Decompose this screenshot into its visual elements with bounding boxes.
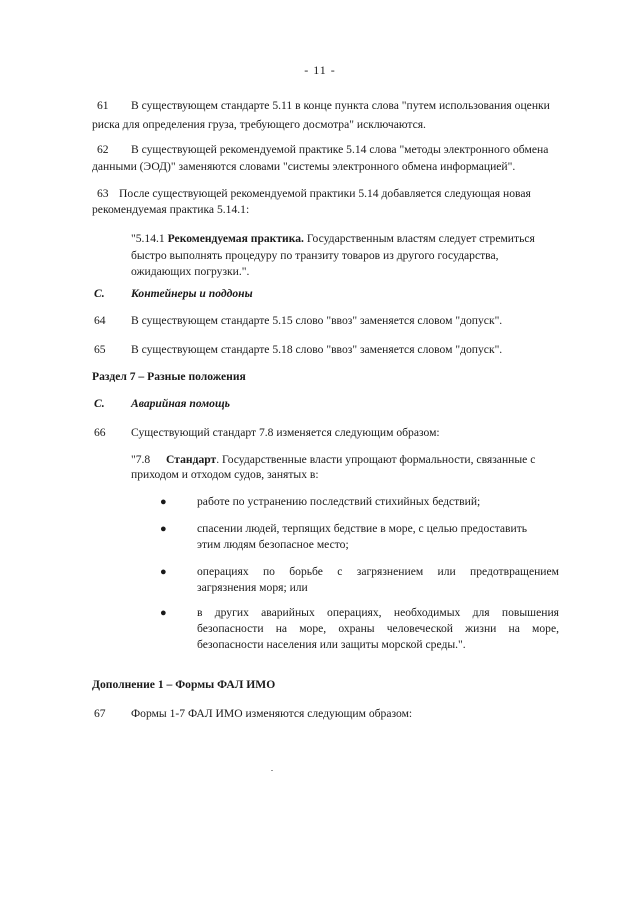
- quote-7-8-line2: приходом и отходом судов, занятых в:: [131, 468, 319, 481]
- paragraph-66-text: Существующий стандарт 7.8 изменяется следующим образом:: [131, 426, 440, 439]
- section-7-heading: Раздел 7 – Разные положения: [92, 370, 246, 383]
- paragraph-64-text: В существующем стандарте 5.15 слово "ввоз" заменяется словом "допуск".: [131, 314, 503, 327]
- paragraph-67-text: Формы 1-7 ФАЛ ИМО изменяются следующим образом:: [131, 707, 413, 720]
- paragraph-61-line2: риска для определения груза, требующего досмотра" исключаются.: [92, 118, 426, 131]
- paragraph-number-66: 66: [94, 426, 106, 439]
- quote-5-14-1-line2: быстро выполнять процедуру по транзиту товаров из другого государства,: [131, 249, 499, 262]
- paragraph-number-61: 61: [97, 99, 109, 112]
- appendix-1-heading: Дополнение 1 – Формы ФАЛ ИМО: [92, 678, 276, 691]
- section-c-title-1: Контейнеры и поддоны: [131, 287, 253, 300]
- paragraph-63-line2: рекомендуемая практика 5.14.1:: [92, 203, 250, 216]
- quote-5-14-1-line1: [131, 231, 555, 247]
- bullet-4-line2: безопасности на море, охраны человеческой жизни на море,: [197, 622, 559, 635]
- bullet-icon: ●: [160, 523, 167, 535]
- quote-7-8-bold: Стандарт: [166, 453, 217, 466]
- scan-speck: [271, 770, 273, 771]
- bullet-2-line2: этим людям безопасное место;: [197, 538, 349, 551]
- paragraph-65-text: В существующем стандарте 5.18 слово "ввоз" заменяется словом "допуск".: [131, 343, 503, 356]
- paragraph-62-line2: данными (ЭОД)" заменяются словами "системы электронного обмена информацией".: [92, 160, 516, 173]
- paragraph-61-line1: В существующем стандарте 5.11 в конце пункта слова "путем использования оценки: [131, 99, 550, 112]
- quote-7-8-prefix: "7.8: [131, 453, 151, 466]
- quote-5-14-1-line1-rest: Государственным властям следует стремиться: [303, 232, 535, 245]
- page-number: - 11 -: [304, 63, 336, 77]
- paragraph-number-67: 67: [94, 707, 106, 720]
- quote-5-14-1-bold: Рекомендуемая практика.: [167, 232, 304, 245]
- quote-7-8-line1-rest: . Государственные власти упрощают формальности, связанные с: [216, 453, 536, 466]
- paragraph-62-line1: В существующей рекомендуемой практике 5.14 слова "методы электронного обмена: [131, 143, 549, 156]
- bullet-4-line3: безопасности населения или защиты морской среды.".: [197, 638, 466, 651]
- section-c-letter-1: C.: [94, 287, 105, 300]
- bullet-3-line1: операциях по борьбе с загрязнением или предотвращением: [197, 565, 559, 578]
- bullet-4-line1: в других аварийных операциях, необходимых для повышения: [197, 606, 559, 619]
- quote-5-14-1-prefix: "5.14.1: [131, 232, 165, 245]
- bullet-1-line1: работе по устранению последствий стихийных бедствий;: [197, 495, 481, 508]
- paragraph-number-62: 62: [97, 143, 109, 156]
- quote-7-8-line1: [131, 452, 561, 468]
- bullet-3-line2: загрязнения моря; или: [197, 581, 308, 594]
- paragraph-number-65: 65: [94, 343, 106, 356]
- quote-5-14-1-line3: ожидающих погрузки.".: [131, 265, 250, 278]
- section-c-letter-2: C.: [94, 397, 105, 410]
- bullet-icon: ●: [160, 607, 167, 619]
- bullet-icon: ●: [160, 566, 167, 578]
- section-c-title-2: Аварийная помощь: [131, 397, 230, 410]
- paragraph-number-63: 63: [97, 187, 109, 200]
- paragraph-63-line1: После существующей рекомендуемой практики 5.14 добавляется следующая новая: [119, 187, 531, 200]
- paragraph-number-64: 64: [94, 314, 106, 327]
- bullet-icon: ●: [160, 496, 167, 508]
- bullet-2-line1: спасении людей, терпящих бедствие в море, с целью предоставить: [197, 522, 528, 535]
